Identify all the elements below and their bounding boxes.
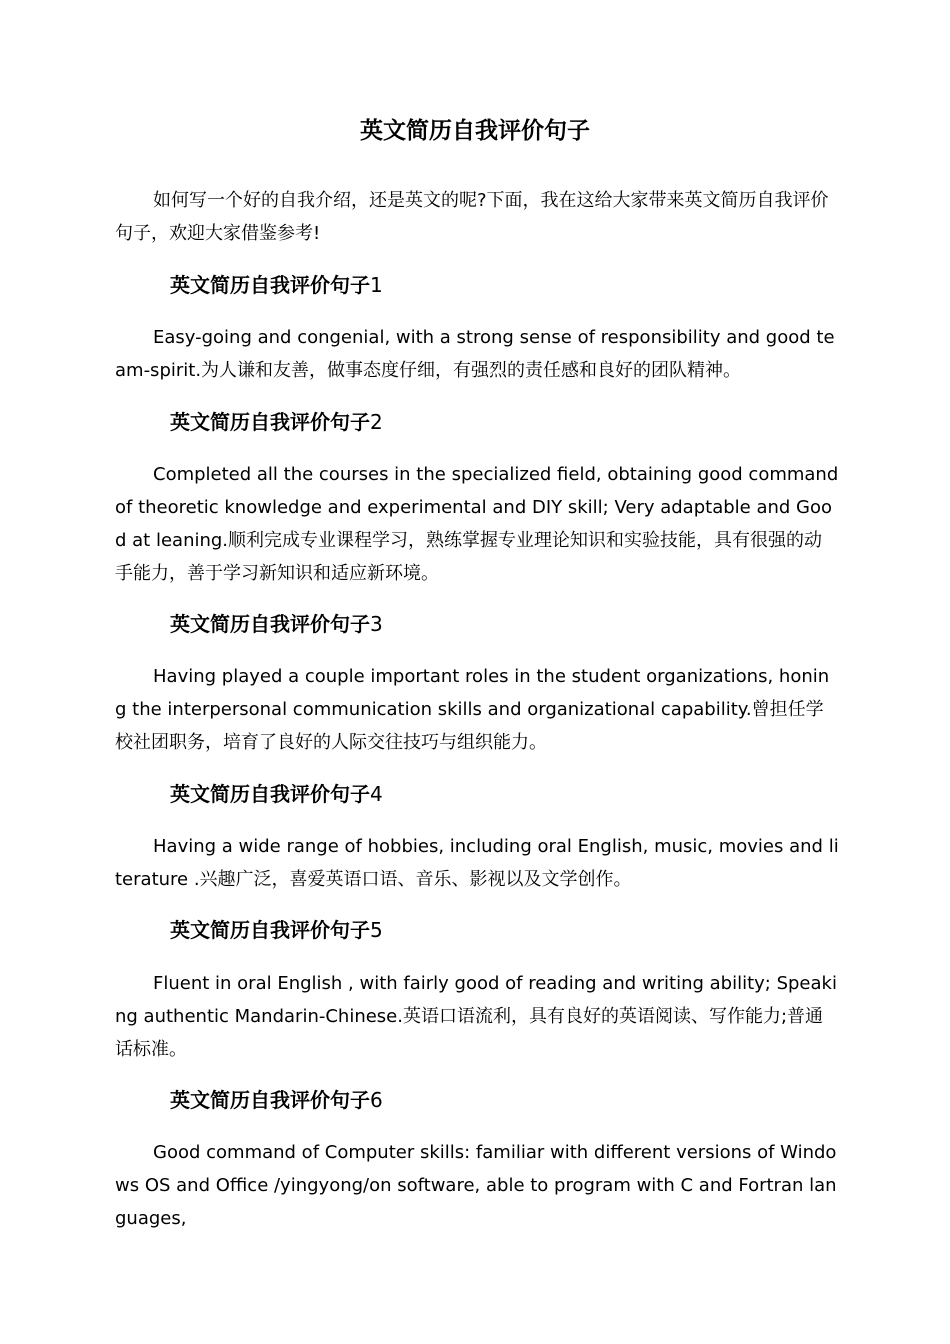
section-heading-text: 英文简历自我评价句子 [170, 612, 370, 636]
section-number: 5 [370, 918, 383, 942]
section-number: 6 [370, 1088, 383, 1112]
section-body-5: Fluent in oral English , with fairly good of reading and writing ability; Speaking authentic Mandarin-Chinese.英语口语流利，具有良好的英语阅读、写作能力;普通话标准。 [115, 973, 837, 1060]
section-number: 2 [370, 410, 383, 434]
section-heading-2 [170, 407, 850, 437]
section-heading-6 [170, 1085, 850, 1115]
section-heading-text: 英文简历自我评价句子 [170, 1088, 370, 1112]
section-body-4: Having a wide range of hobbies, including oral English, music, movies and literature .兴趣广泛，喜爱英语口语、音乐、影视以及文学创作。 [115, 836, 839, 890]
section-body-3: Having played a couple important roles in the student organizations, honing the interpersonal communication skills and organizational capability.曾担任学校社团职务，培育了良好的人际交往技巧与组织能力。 [115, 666, 830, 753]
section-heading-text: 英文简历自我评价句子 [170, 918, 370, 942]
section-body-1: Easy-going and congenial, with a strong sense of responsibility and good team-spirit.为人谦和友善，做事态度仔细，有强烈的责任感和良好的团队精神。 [115, 327, 835, 381]
document-title: 英文简历自我评价句子 [360, 118, 590, 144]
section-body-6: Good command of Computer skills: familiar with different versions of Windows OS and Office /yingyong/on software, able to program with C and Fortran languages, [115, 1142, 837, 1229]
section-heading-4 [170, 779, 850, 809]
section-heading-text: 英文简历自我评价句子 [170, 782, 370, 806]
section-number: 1 [370, 273, 383, 297]
section-number: 4 [370, 782, 383, 806]
section-number: 3 [370, 612, 383, 636]
intro-paragraph: 如何写一个好的自我介绍，还是英文的呢?下面，我在这给大家带来英文简历自我评价句子，欢迎大家借鉴参考! [115, 190, 829, 244]
section-body-2: Completed all the courses in the specialized field, obtaining good command of theoretic knowledge and experimental and DIY skill; Very adaptable and Good at leaning.顺利完成专业课程学习，熟练掌握专业理论知识和实验技能，具有很强的动手能力，善于学习新知识和适应新环境。 [115, 464, 839, 584]
section-heading-text: 英文简历自我评价句子 [170, 273, 370, 297]
section-heading-text: 英文简历自我评价句子 [170, 410, 370, 434]
section-heading-3 [170, 609, 850, 639]
section-heading-1 [170, 270, 850, 300]
section-heading-5 [170, 915, 850, 945]
